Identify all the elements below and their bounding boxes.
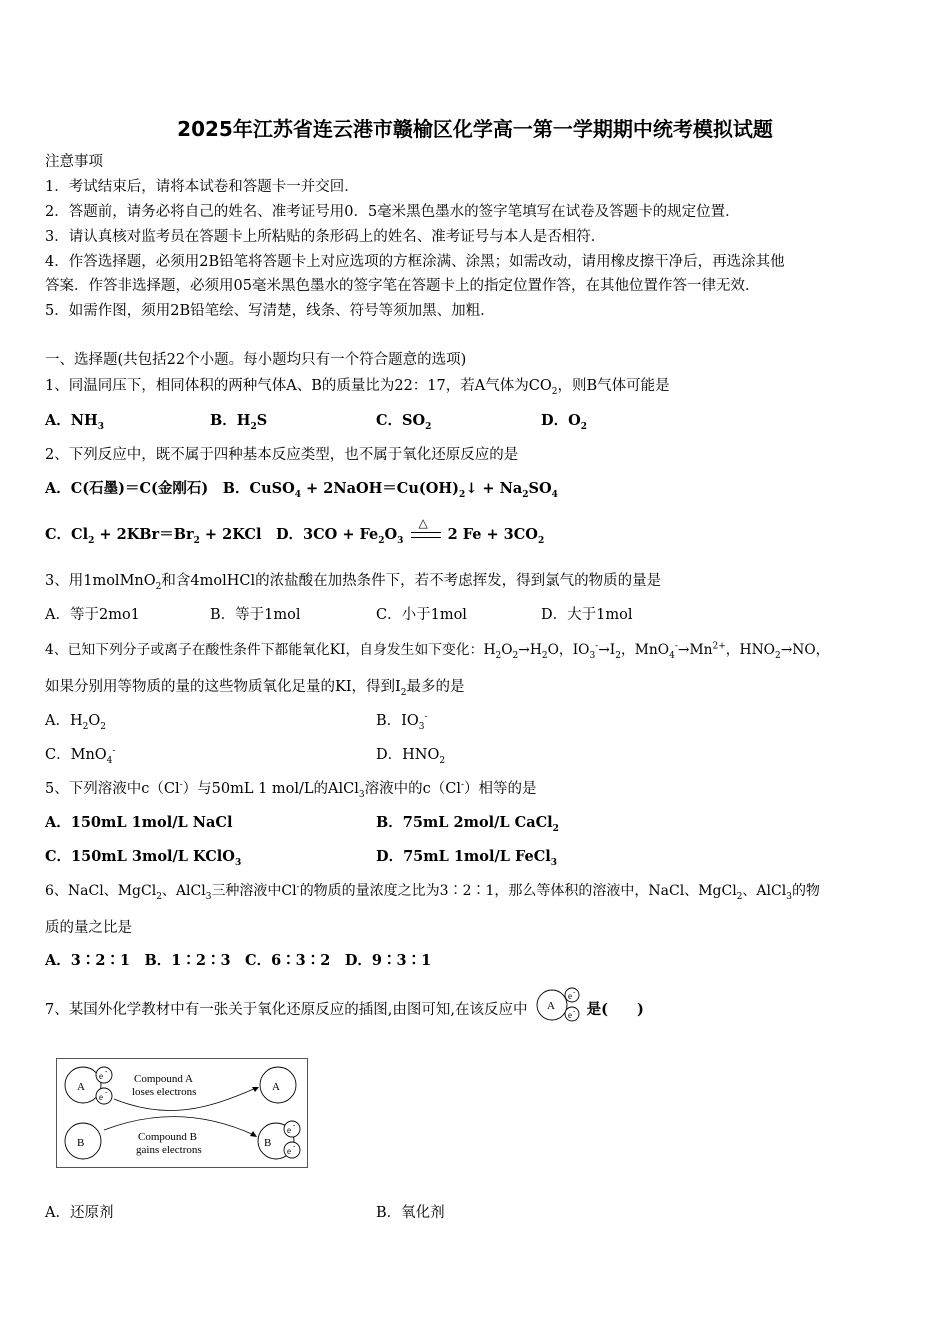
q6-stem-line2: 质的量之比是 bbox=[45, 920, 132, 936]
q5-option-a: A．150mL 1mol/L NaCl bbox=[45, 814, 233, 831]
notice-item-5: 5．如需作图，须用2B铅笔绘、写清楚，线条、符号等须加黑、加粗． bbox=[45, 303, 495, 319]
q2-options-ab: A．C(石墨)＝C(金刚石) B．CuSO$_4$ + $2NaOH=Cu(OH)_2↓ + Na_2SO_4$ bbox=[45, 480, 558, 500]
equals-line-bottom bbox=[411, 537, 441, 538]
q4-stem-line2: 如果分别用等物质的量的这些物质氧化足量的KI，得到$I_2$最多的是 bbox=[45, 679, 465, 698]
svg-text:e: e bbox=[99, 1071, 103, 1081]
svg-text:e: e bbox=[99, 1092, 103, 1102]
svg-text:-: - bbox=[105, 1067, 108, 1075]
svg-text:e: e bbox=[287, 1146, 291, 1156]
heat-equals-sign bbox=[411, 516, 441, 542]
delta-symbol: △ bbox=[418, 516, 428, 530]
redox-diagram bbox=[56, 1058, 308, 1168]
q4-option-b: B．$IO_3^-$ bbox=[376, 712, 428, 732]
page-title: 2025年江苏省连云港市赣榆区化学高一第一学期期中统考模拟试题 bbox=[177, 117, 773, 141]
svg-text:A: A bbox=[547, 1000, 556, 1012]
notice-item-3: 3．请认真核对监考员在答题卡上所粘贴的条形码上的姓名、准考证号与本人是否相符． bbox=[45, 229, 606, 245]
equals-line-top bbox=[411, 532, 441, 533]
svg-text:-: - bbox=[293, 1142, 296, 1150]
diagram-right-b-label: B bbox=[264, 1137, 272, 1149]
q3-stem: 3、用1molMnO$_2$和含4molHCl的浓盐酸在加热条件下，若不考虑挥发，得到氯气的物质的量是 bbox=[45, 573, 662, 592]
q2-stem: 2、下列反应中，既不属于四种基本反应类型，也不属于氧化还原反应的是 bbox=[45, 447, 519, 463]
q5-option-b: B．75mL 2mol/L CaCl$_2$ bbox=[376, 814, 559, 834]
notice-item-4: 4．作答选择题，必须用2B铅笔将答题卡上对应选项的方框涂满、涂黑；如需改动，请用橡皮擦干净后，再选涂其他 bbox=[45, 254, 785, 270]
q4-option-a: A．$H_2O_2$ bbox=[45, 713, 106, 732]
q1-option-d: D．$O_2$ bbox=[541, 412, 587, 432]
q7-stem: 7、某国外化学教材中有一张关于氧化还原反应的插图,由图可知,在该反应中 A e - e - 是( ) bbox=[45, 997, 644, 1023]
q1-stem: 1、同温同压下，相同体积的两种气体A、B的质量比为22：17，若A气体为$CO_2$，则B气体可能是 bbox=[45, 378, 670, 397]
q3-option-d: D．大于1mol bbox=[541, 607, 633, 623]
q5-stem: 5、下列溶液中c（Cl-）与50mL 1 mol/L的AlCl$_3$溶液中的c（Cl-）相等的是 bbox=[45, 780, 537, 800]
q5-option-d: D．75mL 1mol/L FeCl$_3$ bbox=[376, 848, 558, 868]
q3-option-c: C．小于1mol bbox=[376, 607, 467, 623]
q7-option-a: A．还原剂 bbox=[45, 1205, 114, 1221]
q1-option-b: B．$H_2S$ bbox=[210, 412, 268, 432]
diagram-right-a-label: A bbox=[272, 1081, 280, 1093]
notice-heading: 注意事项 bbox=[45, 154, 103, 170]
q5-option-c: C．150mL 3mol/L KClO$_3$ bbox=[45, 848, 242, 868]
q2-options-cd: C．$Cl_2 + 2KBr=Br_2 + 2KCl$ D．$3CO + Fe_2O_3$ △ 2 $Fe + 3CO_2$ bbox=[45, 525, 544, 545]
q3-option-a: A．等于2mo1 bbox=[45, 607, 140, 623]
svg-text:-: - bbox=[573, 988, 576, 996]
q1-option-c: C．$SO_2$ bbox=[376, 412, 432, 432]
svg-text:e: e bbox=[287, 1125, 291, 1135]
q4-stem-line1: 4、已知下列分子或离子在酸性条件下都能氧化KI，自身发生如下变化：$H_2O_2\to H_2O$，$IO_3^-\to I_2$，$MnO_4^-\to Mn^{2+}$，$HNO_2\to NO$， bbox=[45, 641, 830, 661]
inline-atom-a-with-electrons-icon bbox=[532, 987, 582, 1023]
q6-stem-line1: 6、NaCl、MgCl$_2$、AlCl$_3$三种溶液中Cl-的物质的量浓度之比为3∶2∶1，那么等体积的溶液中，NaCl、MgCl$_2$、AlCl$_3$的物 bbox=[45, 882, 820, 902]
q7-option-b: B．氧化剂 bbox=[376, 1205, 445, 1221]
notice-item-2: 2．答题前，请务必将自己的姓名、准考证号用0．5毫米黑色墨水的签字笔填写在试卷及答题卡的规定位置． bbox=[45, 204, 740, 220]
q4-option-d: D．$HNO_2$ bbox=[376, 747, 446, 766]
svg-text:e: e bbox=[568, 991, 573, 1001]
compound-a-label: Compound A bbox=[134, 1073, 193, 1085]
diagram-left-a-label: A bbox=[77, 1081, 85, 1093]
svg-text:e: e bbox=[568, 1010, 573, 1020]
diagram-left-b-label: B bbox=[77, 1137, 85, 1149]
notice-item-1: 1．考试结束后，请将本试卷和答题卡一并交回． bbox=[45, 179, 359, 195]
compound-a-desc: loses electrons bbox=[132, 1086, 197, 1098]
svg-text:-: - bbox=[105, 1088, 108, 1096]
svg-text:-: - bbox=[573, 1007, 576, 1015]
q6-options: A．3∶2∶1 B．1∶2∶3 C．6∶3∶2 D．9∶3∶1 bbox=[45, 952, 432, 969]
compound-b-desc: gains electrons bbox=[136, 1144, 202, 1156]
section-heading: 一、选择题(共包括22个小题。每小题均只有一个符合题意的选项) bbox=[45, 352, 467, 368]
compound-b-label: Compound B bbox=[138, 1131, 197, 1143]
q1-option-a: A．$NH_3$ bbox=[45, 412, 104, 432]
q3-option-b: B．等于1mol bbox=[210, 607, 301, 623]
svg-text:-: - bbox=[293, 1121, 296, 1129]
q4-option-c: C．MnO$_4$- bbox=[45, 746, 116, 766]
notice-item-4-cont: 答案．作答非选择题，必须用05毫米黑色墨水的签字笔在答题卡上的指定位置作答，在其他位置作答一律无效． bbox=[45, 278, 760, 294]
